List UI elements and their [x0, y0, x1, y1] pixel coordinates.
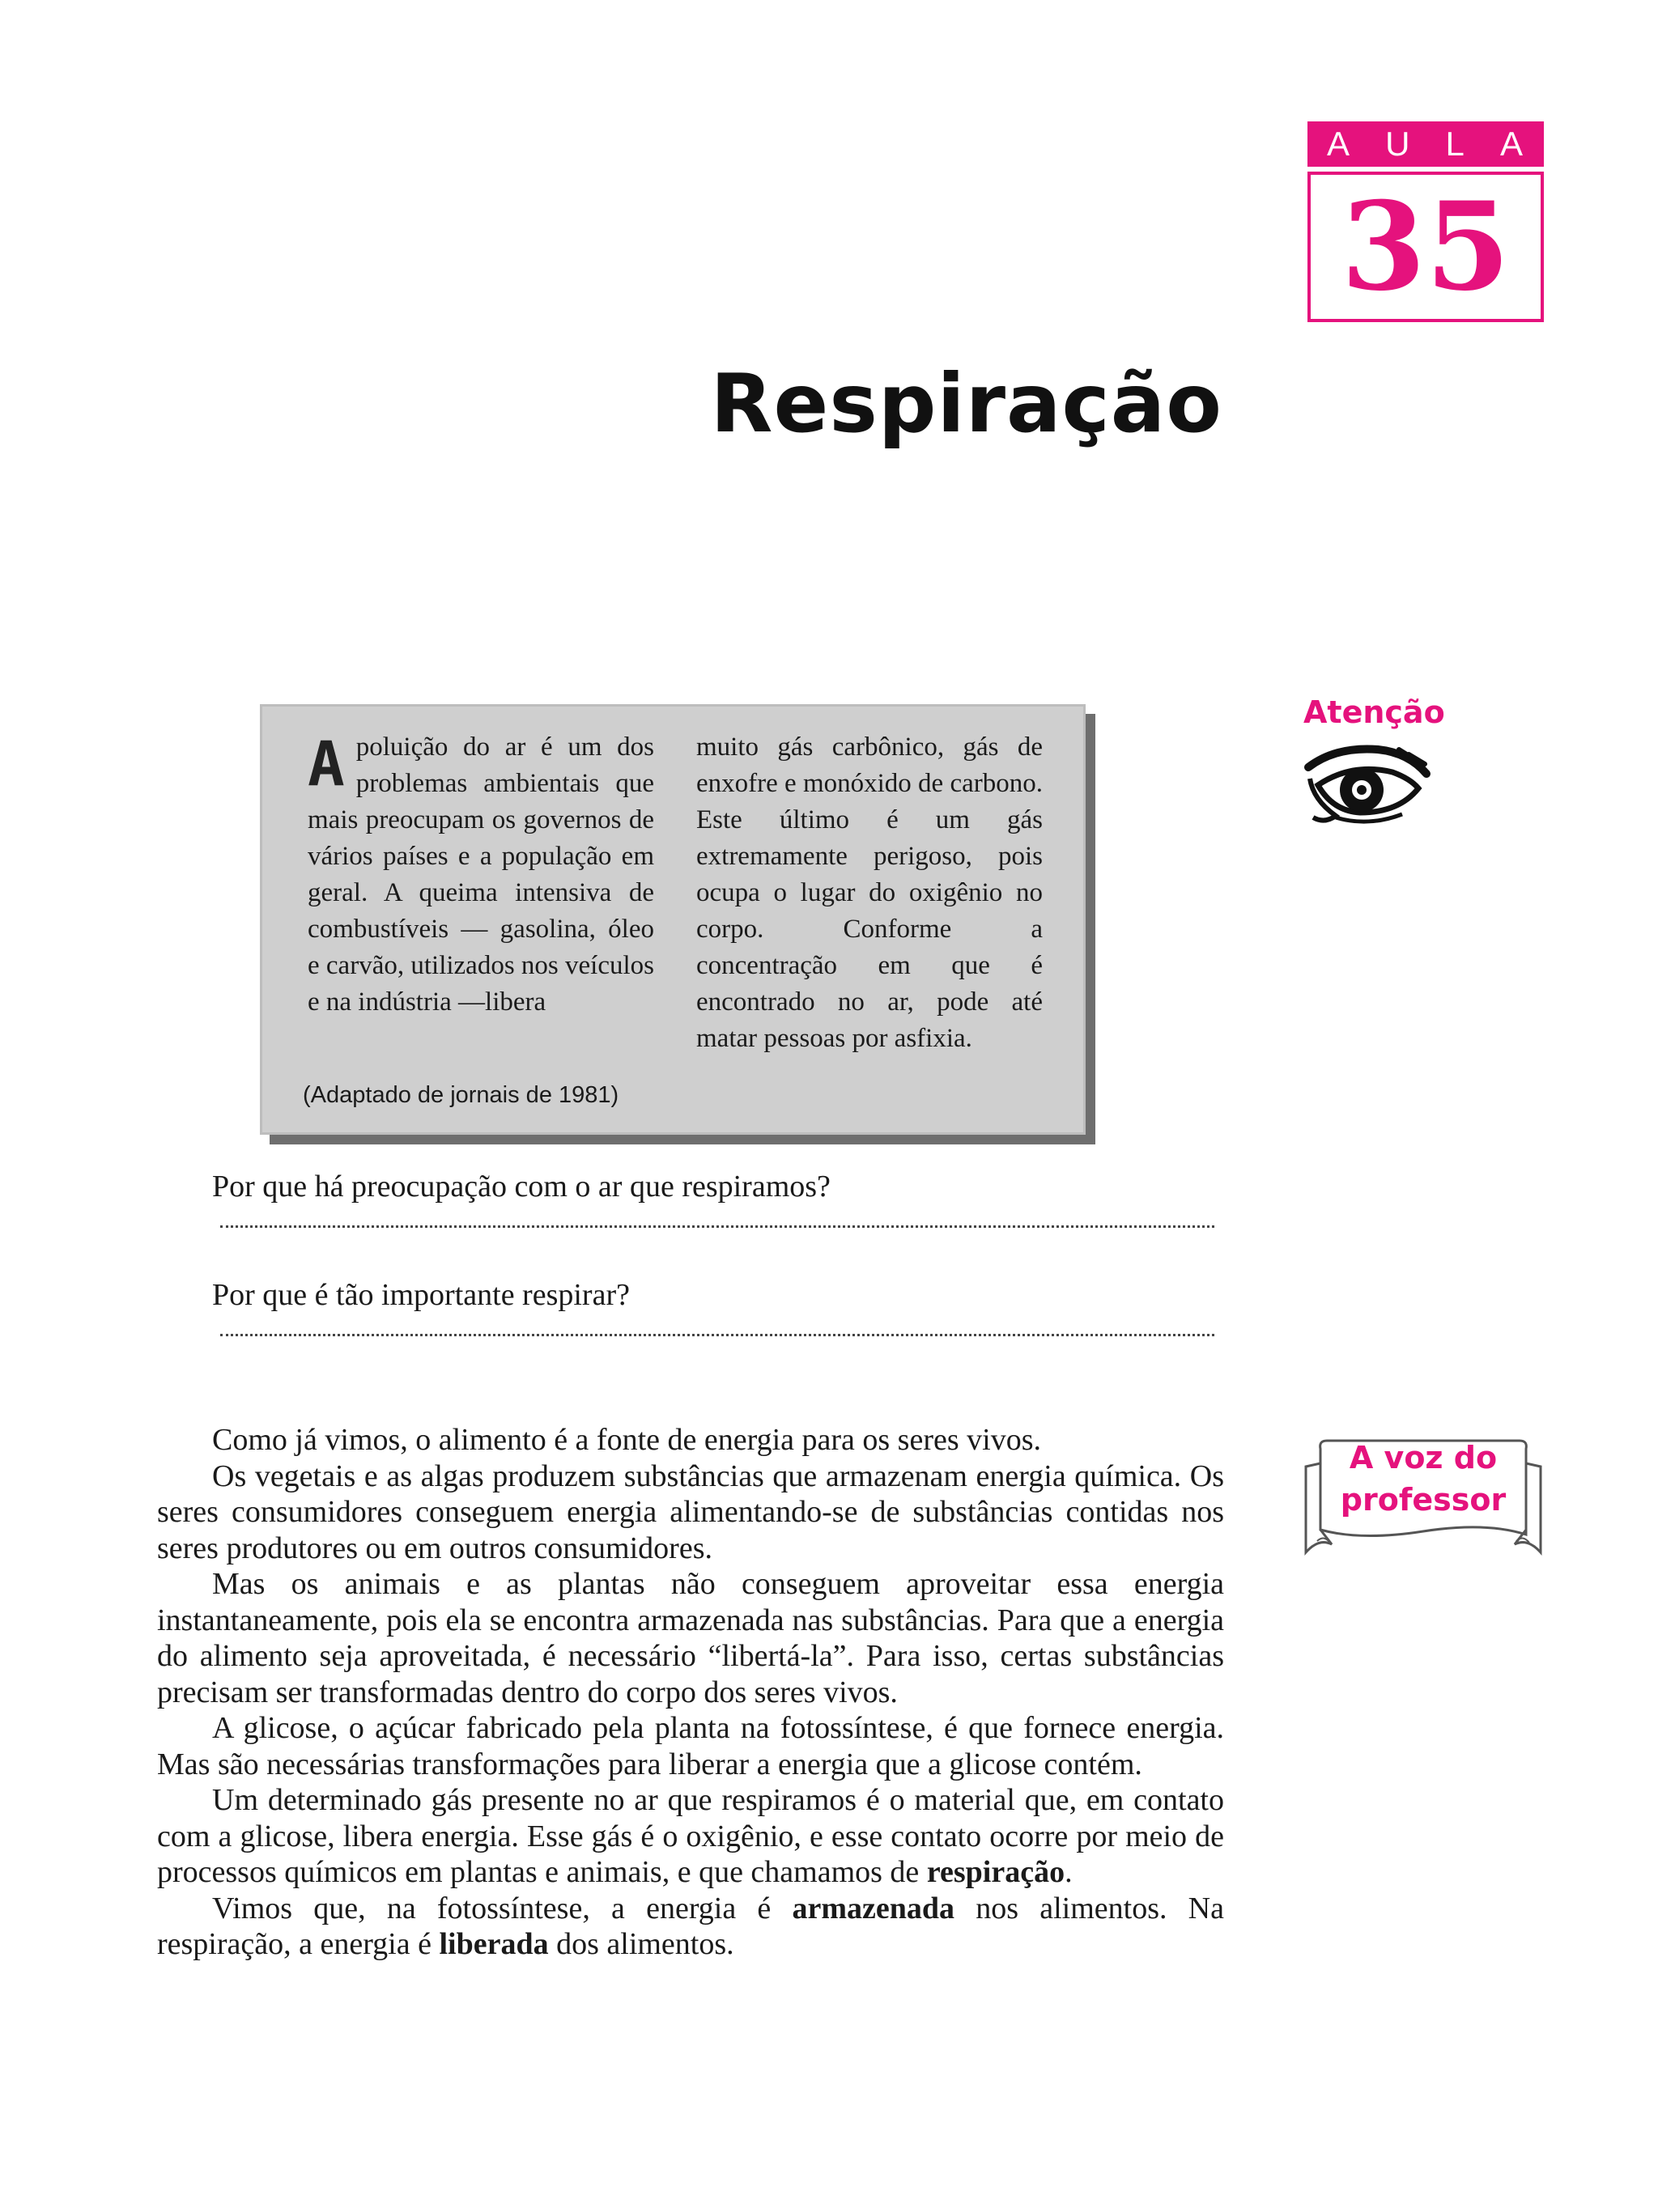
paragraph: Como já vimos, o alimento é a fonte de energia para os seres vivos. [212, 1423, 1041, 1457]
quote-source: (Adaptado de jornais de 1981) [303, 1082, 619, 1108]
paragraph [157, 1891, 1224, 1963]
lesson-number-box [1307, 172, 1544, 322]
drop-cap: A [308, 728, 345, 800]
keyword-liberada: liberada [439, 1927, 549, 1961]
answer-line-2[interactable] [220, 1334, 1214, 1336]
aula-label [1307, 121, 1544, 167]
paragraph: A glicose, o açúcar fabricado pela planta na fotossíntese, é que fornece energia. Mas são necessárias transformações para liberar a energia que a glicose contém. [157, 1711, 1224, 1781]
eye-icon [1303, 743, 1433, 834]
text-run: dos alimentos. [548, 1927, 734, 1961]
body-text [157, 1422, 1224, 1963]
text-run: Vimos que, na fotossíntese, a energia é [212, 1891, 793, 1925]
quote-column-left [308, 729, 654, 1021]
voz-line-2: professor [1340, 1482, 1507, 1518]
aula-letter: A [1499, 125, 1524, 163]
aula-letter: U [1385, 125, 1412, 163]
aula-letter: A [1327, 125, 1352, 163]
quote-text-left: poluição do ar é um dos problemas ambientais que mais preocupam os governos de vários países e a população em geral. A queima intensiva de combustíveis — gasolina, óleo e carvão, utilizados nos veículos e na indústria —libera [308, 732, 654, 1017]
text-run: . [1065, 1855, 1073, 1889]
lesson-number: 35 [1341, 176, 1511, 318]
voz-do-professor-label [1316, 1437, 1531, 1521]
question-2: Por que é tão importante respirar? [212, 1278, 630, 1312]
atencao-label: Atenção [1303, 694, 1445, 730]
question-1: Por que há preocupação com o ar que respiramos? [212, 1170, 831, 1204]
text-run: Um determinado gás presente no ar que respiramos é o material que, em contato com a glicose, libera energia. Esse gás é o oxigênio, e esse contato ocorre por meio de processos químicos em plantas e animais, e que chamamos de [157, 1783, 1224, 1889]
paragraph: Mas os animais e as plantas não conseguem aproveitar essa energia instantaneamente, pois ela se encontra armazenada nas substâncias. Para que a energia do alimento seja aproveitada, é necessário “libertá-la”. Para isso, certas substâncias precisam ser transformadas dentro do corpo dos seres vivos. [157, 1567, 1224, 1709]
paragraph: Os vegetais e as algas produzem substâncias que armazenam energia química. Os seres consumidores conseguem energia alimentando-se de substâncias contidas nos seres produtores ou em outros consumidores. [157, 1458, 1224, 1565]
keyword-respiracao: respiração [926, 1855, 1065, 1889]
quote-box [260, 704, 1086, 1135]
voz-line-1: A voz do [1349, 1440, 1498, 1475]
page-title: Respiração [710, 356, 1222, 451]
aula-letter: L [1445, 125, 1466, 163]
answer-line-1[interactable] [220, 1225, 1214, 1228]
paragraph [157, 1782, 1224, 1891]
quote-column-right: muito gás carbônico, gás de enxofre e monóxido de carbono. Este último é um gás extremamente perigoso, pois ocupa o lugar do oxigênio no corpo. Conforme a concentração em que é encontrado no ar, pode até matar pessoas por asfixia. [696, 732, 1043, 1053]
keyword-armazenada: armazenada [792, 1891, 955, 1925]
text-run: nos alimentos. Na respiração, a energia é [157, 1891, 1224, 1961]
